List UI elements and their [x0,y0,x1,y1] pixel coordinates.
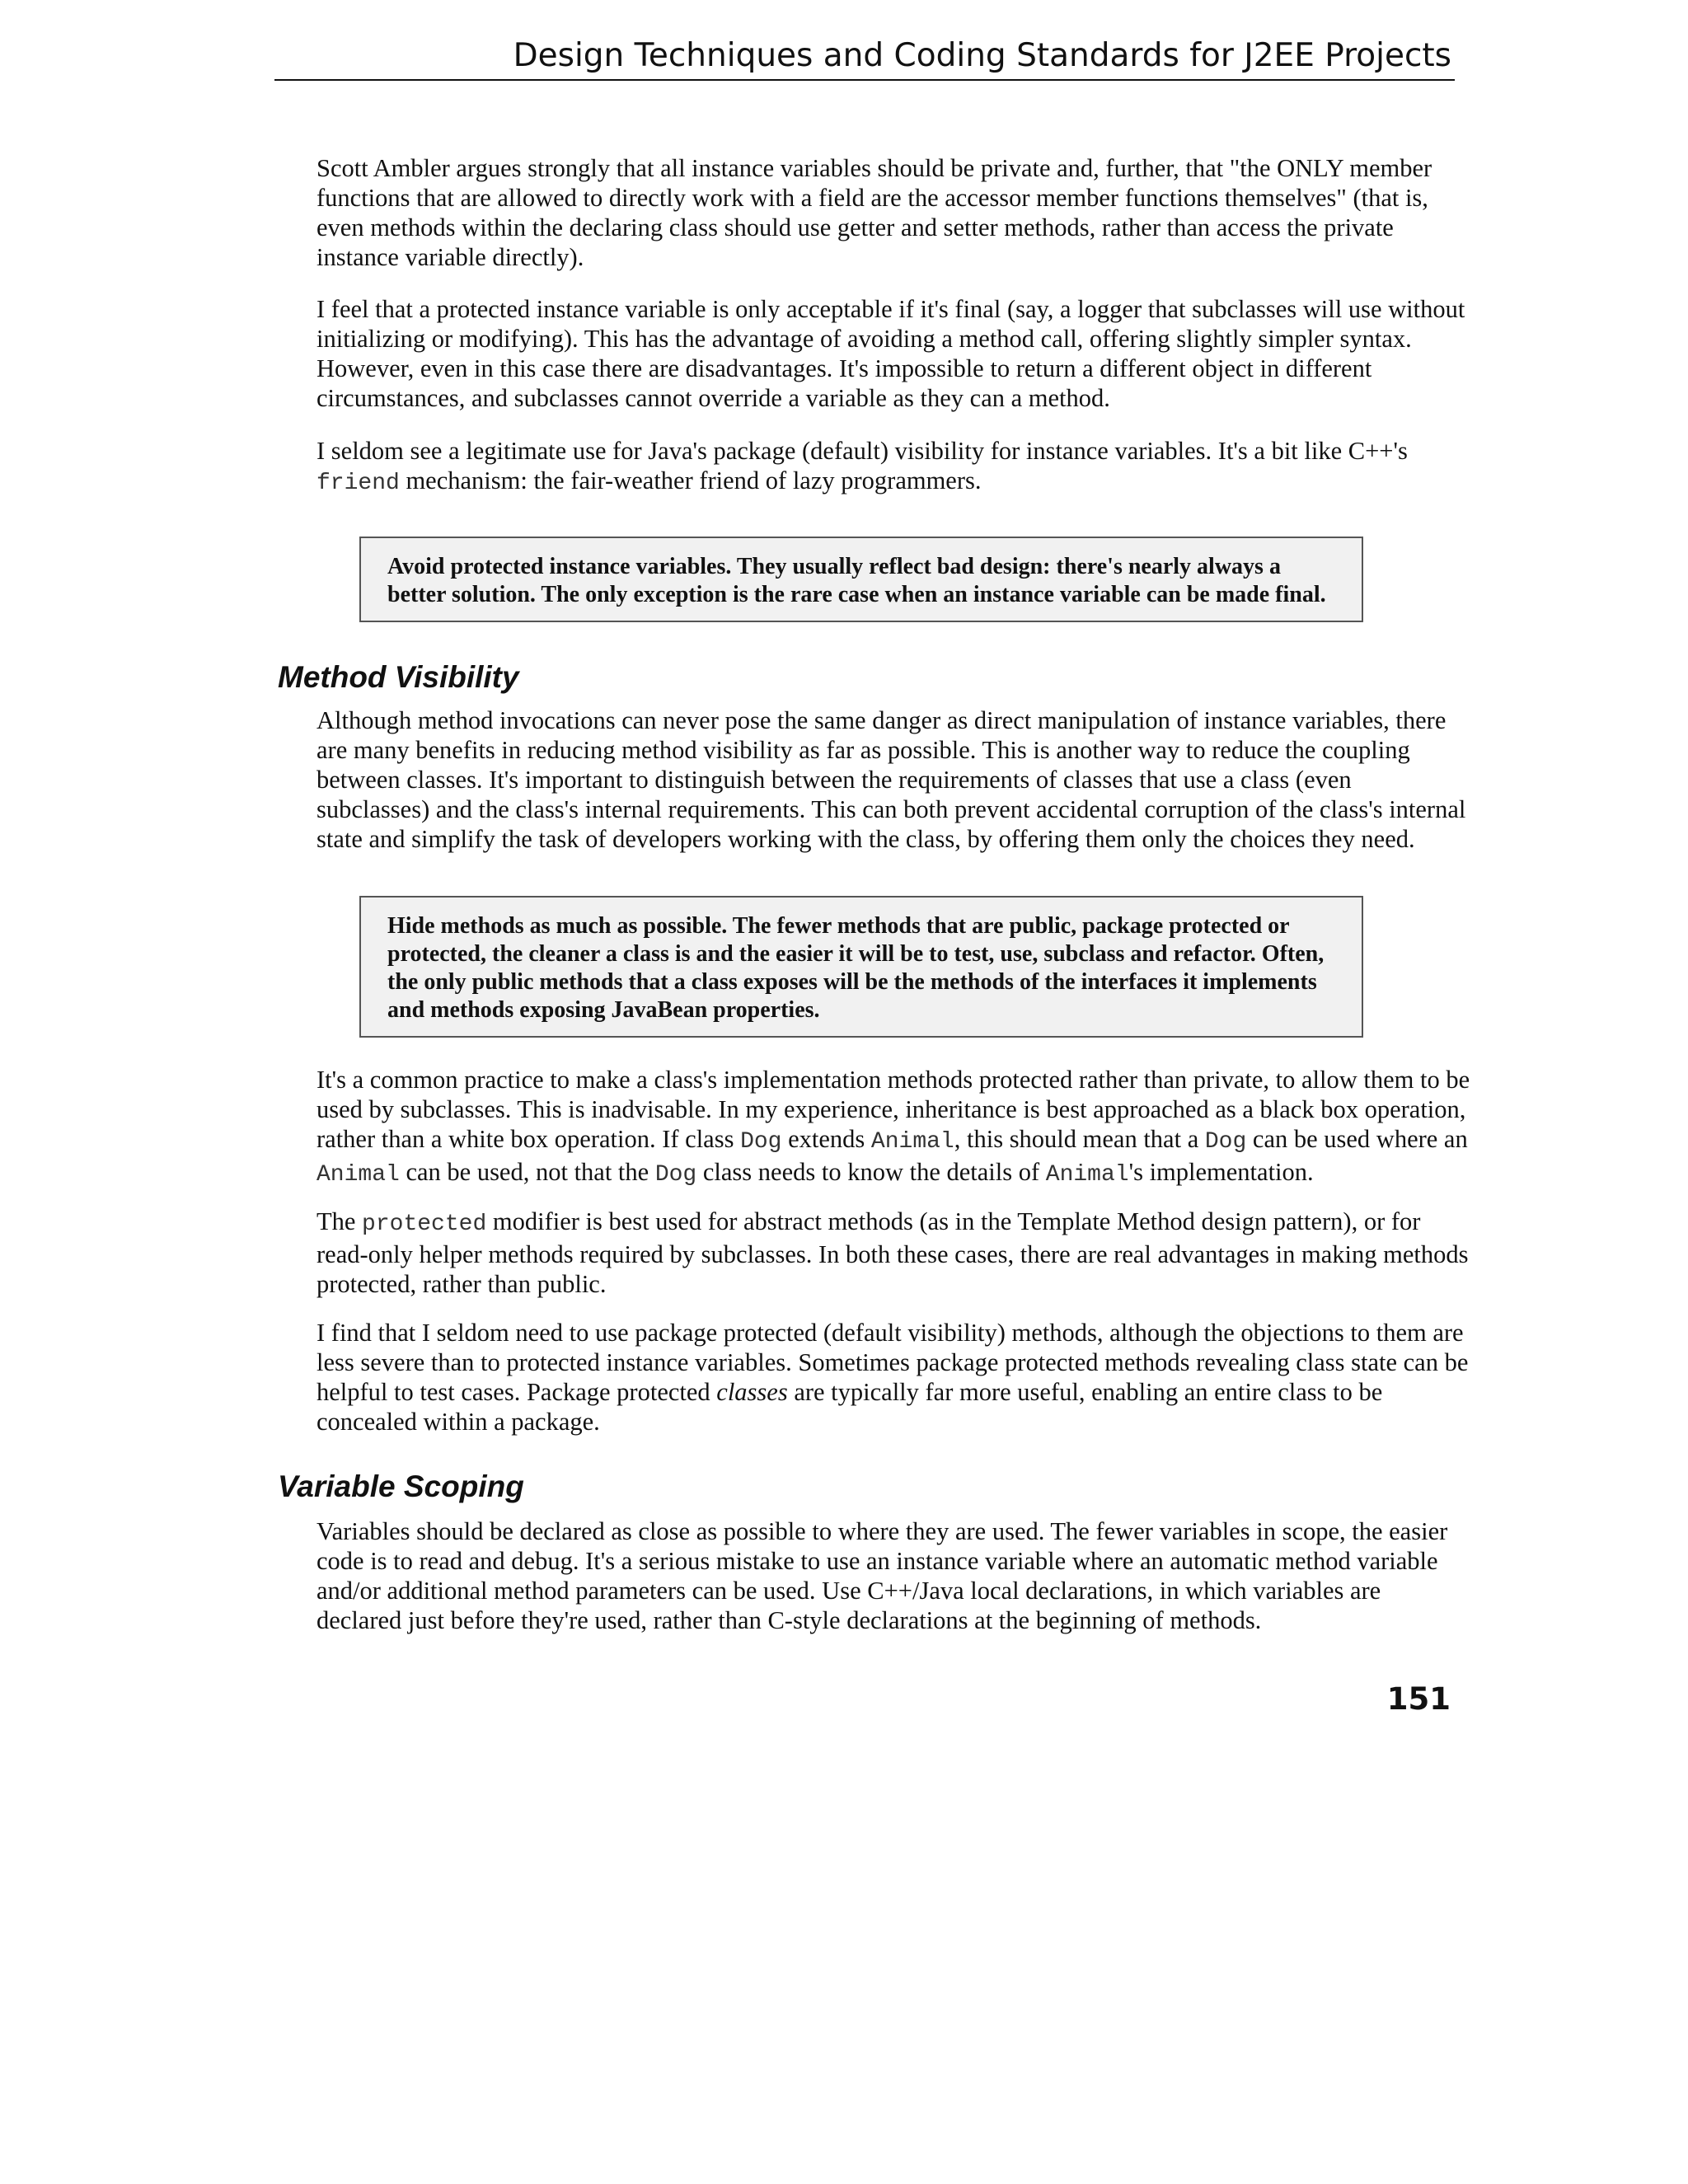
text-run: extends [781,1125,871,1153]
code-animal: Animal [316,1162,400,1188]
paragraph-protected-modifier [316,1207,1470,1299]
code-dog: Dog [654,1162,697,1188]
text-run: It's a common practice to make a class's implementation methods protected rather than private, to allow them to be used by subclasses. This is inadvisable. In my experience, inheritance is best approached as a black box operation, rather than a white box operation. If class [316,1066,1470,1153]
code-dog: Dog [1204,1129,1247,1155]
note-box-protected-variables: Avoid protected instance variables. They usually reflect bad design: there's nearly always a better solution. The only exception is the rare case when an instance variable can be made final. [359,537,1363,622]
paragraph-method-visibility-intro: Although method invocations can never pose the same danger as direct manipulation of instance variables, there are many benefits in reducing method visibility as far as possible. This is another way to reduce the coupling between classes. It's important to distinguish between the requirements of classes that use a class (even subclasses) and the class's internal requirements. This can both prevent accidental corruption of the class's internal state and simplify the task of developers working with the class, by offering them only the choices they need. [316,706,1466,853]
text-run: I seldom see a legitimate use for Java's package (default) visibility for instance variables. It's a bit like C++'s [316,437,1408,465]
paragraph-package-protected [316,1318,1470,1436]
code-friend: friend [316,471,400,496]
heading-method-visibility: Method Visibility [278,660,519,694]
text-run: class needs to know the details of [696,1158,1046,1186]
paragraph-variable-scoping: Variables should be declared as close as possible to where they are used. The fewer variables in scope, the easier code is to read and debug. It's a serious mistake to use an instance variable where an automatic method variable and/or additional method parameters can be used. Use C++/Java local declarations, in which variables are declared just before they're used, rather than C-style declarations at the beginning of methods. [316,1517,1448,1634]
code-protected: protected [362,1212,487,1237]
text-run: The [316,1207,363,1235]
text-run: modifier is best used for abstract methods (as in the Template Method design pattern), or for read-only helper methods required by subclasses. In both these cases, there are real advantages in making methods protected, rather than public. [316,1207,1469,1298]
code-animal: Animal [870,1129,954,1155]
paragraph-inheritance [316,1065,1470,1190]
paragraph-ambler-argument: Scott Ambler argues strongly that all instance variables should be private and, further, that "the ONLY member functions that are allowed to directly work with a field are the accessor member functions themselves" (that is, even methods within the declaring class should use getter and setter methods, rather than access the private instance variable directly). [316,154,1432,271]
text-run: are typically far more useful, enabling an entire class to be concealed within a package. [316,1378,1383,1436]
paragraph-package-visibility [316,436,1470,499]
text-run: mechanism: the fair-weather friend of lazy programmers. [399,466,982,494]
code-dog: Dog [740,1129,782,1155]
text-run: can be used where an [1246,1125,1468,1153]
running-header: Design Techniques and Coding Standards for J2EE Projects [274,36,1455,81]
page-number: 151 [1386,1681,1451,1717]
text-run: I find that I seldom need to use package protected (default visibility) methods, although the objections to them are less severe than to protected instance variables. Sometimes package protected methods revealing class state can be helpful to test cases. Package protected [316,1319,1469,1406]
text-run: can be used, not that the [399,1158,655,1186]
emphasis-classes: classes [716,1378,788,1406]
heading-variable-scoping: Variable Scoping [278,1469,524,1503]
text-run: , this should mean that a [954,1125,1205,1153]
note-box-hide-methods: Hide methods as much as possible. The fewer methods that are public, package protected or protected, the cleaner a class is and the easier it will be to test, use, subclass and refactor. Often, the only public methods that a class exposes will be the methods of the interfaces it implements and methods exposing JavaBean properties. [359,896,1363,1038]
text-run: 's implementation. [1128,1158,1314,1186]
code-animal: Animal [1045,1162,1129,1188]
paragraph-protected-final: I feel that a protected instance variable is only acceptable if it's final (say, a logger that subclasses will use without initializing or modifying). This has the advantage of avoiding a method call, offering slightly simpler syntax. However, even in this case there are disadvantages. It's impossible to return a different object in different circumstances, and subclasses cannot override a variable as they can a method. [316,295,1465,412]
